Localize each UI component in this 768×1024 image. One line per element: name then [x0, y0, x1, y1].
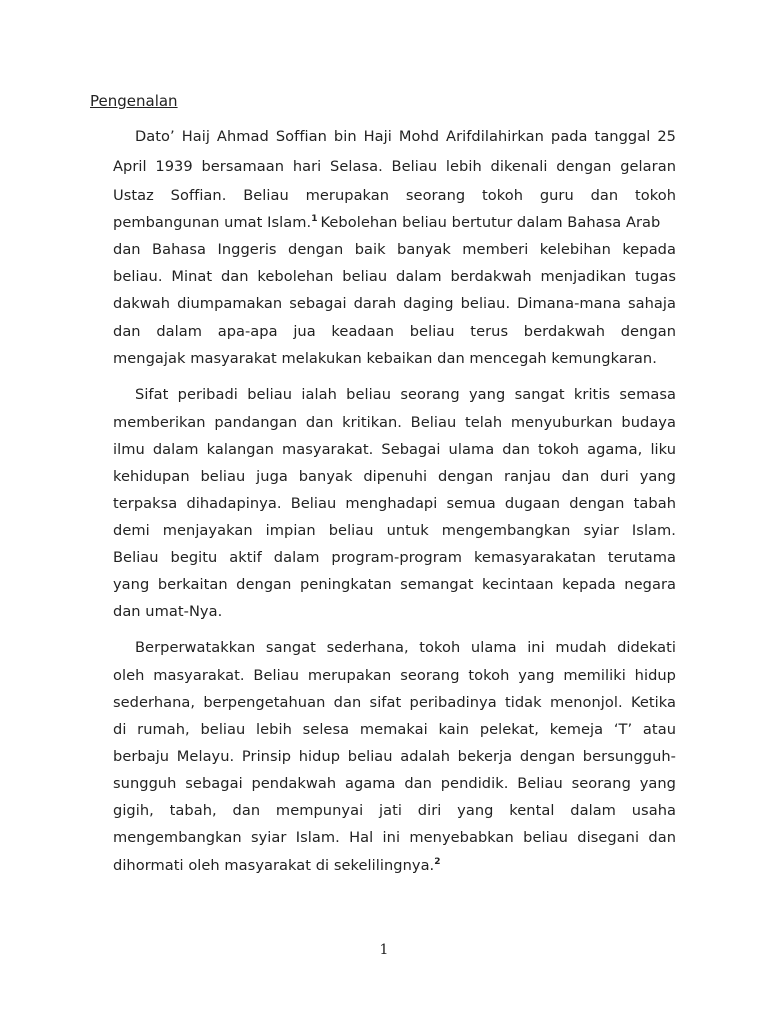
paragraph-3-line-4: di rumah, beliau lebih selesa memakai kain pelekat, kemeja ‘T’ atau	[113, 721, 676, 738]
paragraph-2-line-7: Beliau begitu aktif dalam program-program kemasyarakatan terutama	[113, 549, 676, 566]
paragraph-2-line-1: Sifat peribadi beliau ialah beliau seorang yang sangat kritis semasa	[135, 386, 676, 403]
paragraph-2-line-4: kehidupan beliau juga banyak dipenuhi dengan ranjau dan duri yang	[113, 468, 676, 485]
paragraph-1-line-6: beliau. Minat dan kebolehan beliau dalam berdakwah menjadikan tugas	[113, 268, 676, 285]
paragraph-1-line-4-start: pembangunan umat Islam.	[113, 214, 312, 231]
paragraph-3-line-9	[113, 856, 676, 876]
paragraph-1-line-1: Dato’ Haij Ahmad Soffian bin Haji Mohd Arifdilahirkan pada tanggal 25	[135, 128, 676, 145]
paragraph-1-line-7: dakwah diumpamakan sebagai darah daging beliau. Dimana-mana sahaja	[113, 295, 676, 312]
footnote-ref-2[interactable]: 2	[434, 857, 441, 867]
paragraph-2-line-6: demi menjayakan impian beliau untuk mengembangkan syiar Islam.	[113, 522, 676, 539]
paragraph-3-line-6: sungguh sebagai pendakwah agama dan pendidik. Beliau seorang yang	[113, 775, 676, 792]
paragraph-3-line-8: mengembangkan syiar Islam. Hal ini menyebabkan beliau disegani dan	[113, 829, 676, 846]
paragraph-3-line-2: oleh masyarakat. Beliau merupakan seorang tokoh yang memiliki hidup	[113, 667, 676, 684]
paragraph-1-line-2: April 1939 bersamaan hari Selasa. Beliau lebih dikenali dengan gelaran	[113, 158, 676, 175]
page-number: 1	[379, 942, 389, 958]
paragraph-1-line-5: dan Bahasa Inggeris dengan baik banyak memberi kelebihan kepada	[113, 241, 676, 258]
paragraph-2-line-8: yang berkaitan dengan peningkatan semangat kecintaan kepada negara	[113, 576, 676, 593]
paragraph-1-line-9: mengajak masyarakat melakukan kebaikan dan mencegah kemungkaran.	[113, 350, 657, 367]
paragraph-3-line-7: gigih, tabah, dan mempunyai jati diri yang kental dalam usaha	[113, 802, 676, 819]
paragraph-3-line-1: Berperwatakkan sangat sederhana, tokoh ulama ini mudah didekati	[135, 639, 676, 656]
paragraph-2-line-9: dan umat-Nya.	[113, 603, 223, 620]
paragraph-1-line-4-end: Kebolehan beliau bertutur dalam Bahasa Arab	[320, 214, 661, 231]
paragraph-3-line-3: sederhana, berpengetahuan dan sifat peribadinya tidak menonjol. Ketika	[113, 694, 676, 711]
paragraph-2-line-2: memberikan pandangan dan kritikan. Beliau telah menyuburkan budaya	[113, 414, 676, 431]
footnote-ref-1[interactable]: 1	[311, 214, 318, 224]
paragraph-3-line-9-text: dihormati oleh masyarakat di sekelilingnya.	[113, 857, 435, 874]
paragraph-2-line-5: terpaksa dihadapinya. Beliau menghadapi semua dugaan dengan tabah	[113, 495, 676, 512]
paragraph-1-line-8: dan dalam apa-apa jua keadaan beliau terus berdakwah dengan	[113, 323, 676, 340]
paragraph-3-line-5: berbaju Melayu. Prinsip hidup beliau adalah bekerja dengan bersungguh-	[113, 748, 676, 765]
paragraph-1-line-3: Ustaz Soffian. Beliau merupakan seorang tokoh guru dan tokoh	[113, 187, 676, 204]
paragraph-1-line-4	[113, 213, 676, 233]
section-heading: Pengenalan	[90, 92, 178, 110]
paragraph-2-line-3: ilmu dalam kalangan masyarakat. Sebagai ulama dan tokoh agama, liku	[113, 441, 676, 458]
